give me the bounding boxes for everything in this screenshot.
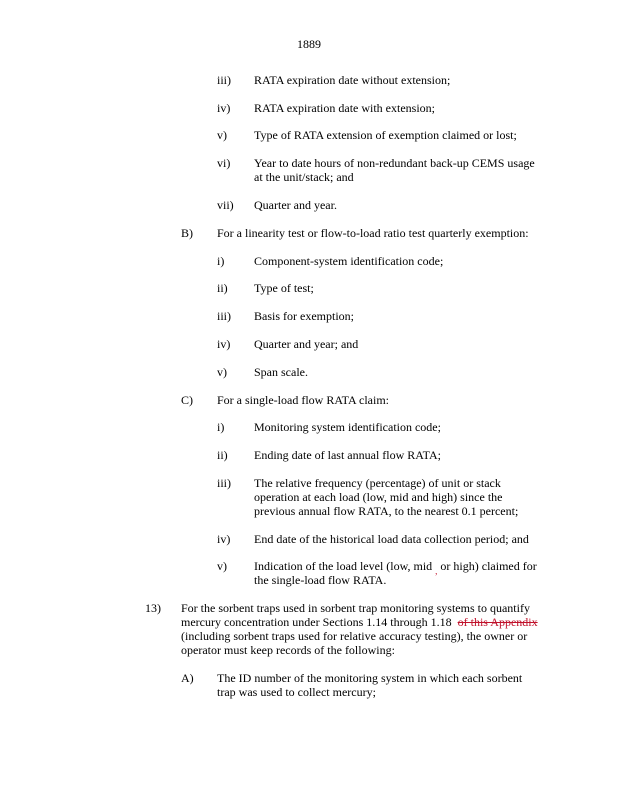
item-marker: iv)	[217, 101, 231, 115]
item-text-line: Quarter and year.	[254, 198, 337, 212]
item-text-line: previous annual flow RATA, to the nearest 0.1 percent;	[254, 504, 519, 518]
item-text-line: Quarter and year; and	[254, 337, 359, 351]
item-marker: C)	[181, 393, 193, 407]
item-text-line: RATA expiration date with extension;	[254, 101, 436, 115]
item-marker: v)	[217, 128, 227, 142]
item-text-line: operator must keep records of the following:	[181, 643, 395, 657]
item-marker: iii)	[217, 73, 231, 87]
item-marker: v)	[217, 559, 227, 573]
item-marker: iii)	[217, 309, 231, 323]
item-text-line: the single-load flow RATA.	[254, 573, 387, 587]
item-text-line: RATA expiration date without extension;	[254, 73, 451, 87]
item-marker: 13)	[145, 601, 161, 615]
item-marker: ii)	[217, 448, 228, 462]
item-marker: vii)	[217, 198, 234, 212]
item-text-line: End date of the historical load data collection period; and	[254, 532, 529, 546]
item-text-segment: Indication of the load level (low, mid	[254, 559, 433, 573]
item-text-line: operation at each load (low, mid and high) since the	[254, 490, 503, 504]
page-number: 1889	[297, 37, 321, 51]
item-marker: i)	[217, 420, 225, 434]
item-text-line: at the unit/stack; and	[254, 170, 354, 184]
item-text-line: For a linearity test or flow-to-load ratio test quarterly exemption:	[217, 226, 529, 240]
item-text-line	[181, 615, 538, 629]
item-text-line: Type of test;	[254, 281, 314, 295]
item-marker: iv)	[217, 532, 231, 546]
item-text-line: Span scale.	[254, 365, 308, 379]
item-marker: ii)	[217, 281, 228, 295]
item-text-line: For the sorbent traps used in sorbent trap monitoring systems to quantify	[181, 601, 530, 615]
item-marker: iv)	[217, 337, 231, 351]
item-text-segment: or high) claimed for	[440, 559, 537, 573]
item-text-line: The relative frequency (percentage) of unit or stack	[254, 476, 501, 490]
item-text-line: trap was used to collect mercury;	[217, 685, 376, 699]
item-text-line: Basis for exemption;	[254, 309, 354, 323]
inserted-comma-mark: ,	[435, 566, 438, 576]
item-marker: vi)	[217, 156, 231, 170]
item-text-segment: mercury concentration under Sections 1.14 through 1.18	[181, 615, 452, 629]
item-text-line: Type of RATA extension of exemption claimed or lost;	[254, 128, 517, 142]
item-text-line: The ID number of the monitoring system in which each sorbent	[217, 671, 523, 685]
item-marker: B)	[181, 226, 193, 240]
item-marker: v)	[217, 365, 227, 379]
item-text-line: (including sorbent traps used for relative accuracy testing), the owner or	[181, 629, 528, 643]
item-text-line: Component-system identification code;	[254, 254, 444, 268]
item-text-line: Monitoring system identification code;	[254, 420, 441, 434]
item-text-line: For a single-load flow RATA claim:	[217, 393, 390, 407]
item-marker: i)	[217, 254, 225, 268]
item-text-line: Ending date of last annual flow RATA;	[254, 448, 442, 462]
struck-text: of this Appendix	[457, 615, 538, 629]
item-marker: A)	[181, 671, 194, 685]
item-text-line: Year to date hours of non-redundant back-up CEMS usage	[254, 156, 535, 170]
item-marker: iii)	[217, 476, 231, 490]
